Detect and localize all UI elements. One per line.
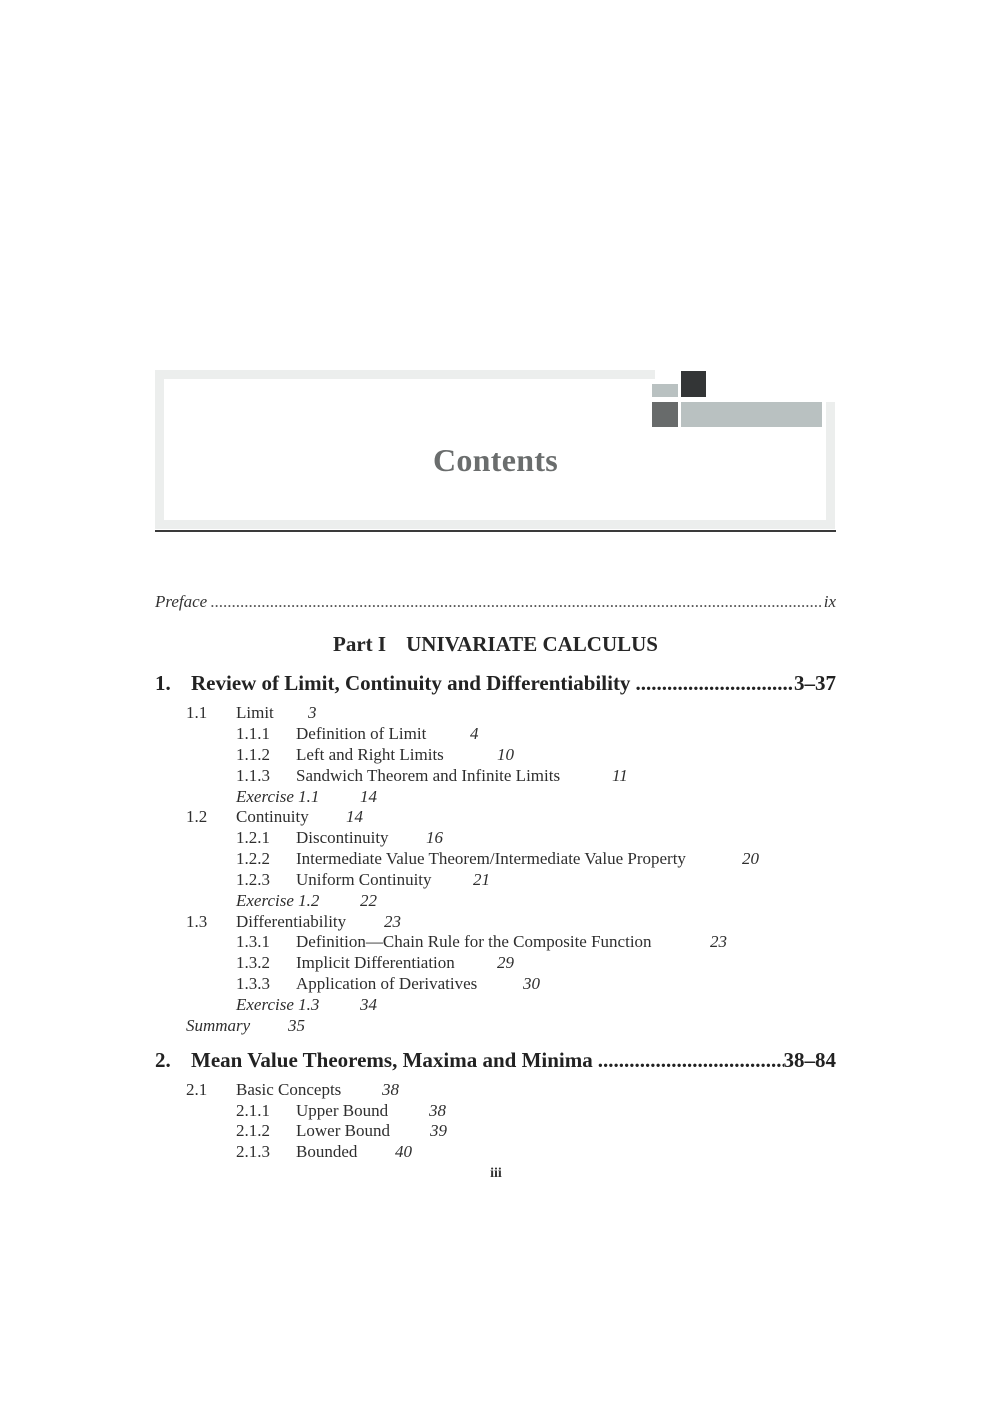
subsection-page: 39 bbox=[430, 1121, 447, 1140]
header-rule bbox=[155, 530, 836, 532]
section-title[interactable]: Limit bbox=[236, 703, 274, 722]
chapter-pages: 3–37 bbox=[794, 671, 836, 695]
subsection-title[interactable]: Definition of Limit bbox=[296, 724, 427, 743]
preface-label: Preface bbox=[155, 592, 208, 611]
section-title[interactable]: Continuity bbox=[236, 807, 309, 826]
section-number: 1.1 bbox=[186, 703, 208, 722]
frame-bottom-border bbox=[155, 520, 835, 529]
subsection-number: 2.1.1 bbox=[236, 1101, 270, 1120]
subsection-number: 1.1.2 bbox=[236, 745, 270, 764]
subsection-title[interactable]: Intermediate Value Theorem/Intermediate Value Property bbox=[296, 849, 686, 868]
subsection-number: 1.2.1 bbox=[236, 828, 270, 847]
decorative-square-dark bbox=[681, 371, 706, 397]
frame-top-border bbox=[155, 370, 655, 379]
subsection-title[interactable]: Left and Right Limits bbox=[296, 745, 444, 764]
subsection-page: 23 bbox=[710, 932, 727, 951]
decorative-square-mid bbox=[652, 402, 678, 427]
page-title: Contents bbox=[432, 442, 559, 478]
dot-leader bbox=[210, 592, 820, 612]
exercise-title[interactable]: Exercise 1.1 bbox=[236, 787, 320, 806]
chapter-pages: 38–84 bbox=[783, 1048, 836, 1072]
dot-leader bbox=[598, 1048, 784, 1073]
decorative-square-light bbox=[652, 384, 678, 397]
exercise-page: 14 bbox=[360, 787, 377, 806]
section-page: 3 bbox=[308, 703, 317, 722]
subsection-number: 1.3.1 bbox=[236, 932, 270, 951]
subsection-number: 1.2.2 bbox=[236, 849, 270, 868]
preface-page: ix bbox=[823, 592, 836, 611]
chapter-title: Mean Value Theorems, Maxima and Minima bbox=[191, 1048, 593, 1072]
subsection-number: 1.1.1 bbox=[236, 724, 270, 743]
subsection-number: 1.3.3 bbox=[236, 974, 270, 993]
subsection-page: 38 bbox=[429, 1101, 446, 1120]
exercise-title[interactable]: Exercise 1.2 bbox=[236, 891, 320, 910]
part-label: Part I bbox=[333, 632, 387, 656]
section-number: 2.1 bbox=[186, 1080, 208, 1099]
part-heading bbox=[155, 632, 836, 657]
section-title[interactable]: Basic Concepts bbox=[236, 1080, 342, 1099]
subsection-page: 10 bbox=[497, 745, 514, 764]
page-number: iii bbox=[490, 1166, 502, 1181]
subsection-number: 1.1.3 bbox=[236, 766, 270, 785]
subsection-page: 20 bbox=[742, 849, 759, 868]
subsection-title[interactable]: Sandwich Theorem and Infinite Limits bbox=[296, 766, 561, 785]
subsection-title[interactable]: Discontinuity bbox=[296, 828, 389, 847]
subsection-title[interactable]: Application of Derivatives bbox=[296, 974, 478, 993]
contents-header bbox=[155, 370, 836, 532]
chapter-title: Review of Limit, Continuity and Differentiability bbox=[191, 671, 631, 695]
subsection-number: 1.2.3 bbox=[236, 870, 270, 889]
section-page: 38 bbox=[382, 1080, 399, 1099]
subsection-page: 30 bbox=[523, 974, 540, 993]
decorative-bar-light bbox=[681, 402, 822, 427]
subsection-page: 21 bbox=[473, 870, 490, 889]
section-page: 23 bbox=[384, 912, 401, 931]
subsection-page: 4 bbox=[470, 724, 479, 743]
exercise-page: 22 bbox=[360, 891, 377, 910]
summary-page: 35 bbox=[288, 1016, 305, 1035]
exercise-title[interactable]: Exercise 1.3 bbox=[236, 995, 320, 1014]
subsection-number: 2.1.3 bbox=[236, 1142, 270, 1161]
subsection-number: 1.3.2 bbox=[236, 953, 270, 972]
chapter-number: 1. bbox=[155, 671, 171, 695]
subsection-page: 40 bbox=[395, 1142, 412, 1161]
subsection-title[interactable]: Implicit Differentiation bbox=[296, 953, 455, 972]
subsection-title[interactable]: Upper Bound bbox=[296, 1101, 389, 1120]
toc-chapter-1[interactable] bbox=[155, 671, 836, 696]
dot-leader bbox=[635, 671, 794, 696]
toc-chapter-2[interactable] bbox=[155, 1048, 836, 1073]
chapter-number: 2. bbox=[155, 1048, 171, 1072]
exercise-page: 34 bbox=[360, 995, 377, 1014]
part-title: UNIVARIATE CALCULUS bbox=[406, 632, 658, 656]
subsection-page: 11 bbox=[612, 766, 628, 785]
section-page: 14 bbox=[346, 807, 363, 826]
subsection-title[interactable]: Lower Bound bbox=[296, 1121, 390, 1140]
section-number: 1.3 bbox=[186, 912, 208, 931]
toc-entry-preface[interactable] bbox=[155, 592, 836, 612]
section-title[interactable]: Differentiability bbox=[236, 912, 347, 931]
subsection-page: 16 bbox=[426, 828, 443, 847]
subsection-page: 29 bbox=[497, 953, 514, 972]
summary-title[interactable]: Summary bbox=[186, 1016, 251, 1035]
subsection-title[interactable]: Bounded bbox=[296, 1142, 358, 1161]
subsection-title[interactable]: Uniform Continuity bbox=[296, 870, 432, 889]
section-number: 1.2 bbox=[186, 807, 208, 826]
subsection-number: 2.1.2 bbox=[236, 1121, 270, 1140]
subsection-title[interactable]: Definition—Chain Rule for the Composite Function bbox=[296, 932, 652, 951]
